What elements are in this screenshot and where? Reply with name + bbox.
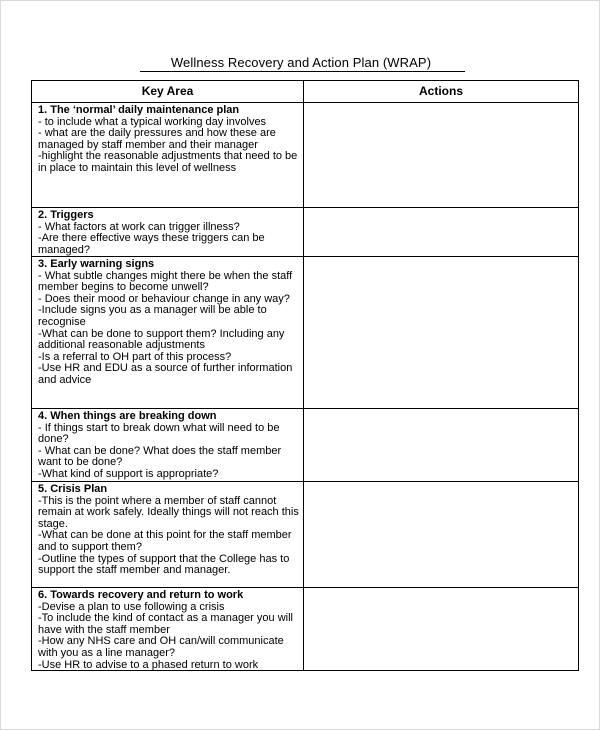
actions-cell[interactable] [304, 257, 579, 409]
header-actions: Actions [304, 81, 579, 103]
row-line: -Is a referral to OH part of this process? [38, 350, 232, 363]
row-line: -Use HR to advise to a phased return to work [38, 658, 259, 670]
row-line: -highlight the reasonable adjustments that need to be in place to maintain this level of wellness [38, 150, 301, 174]
row-heading: 4. When things are breaking down [38, 410, 217, 422]
actions-cell[interactable] [304, 208, 579, 257]
row-line: - What factors at work can trigger illness? [38, 220, 240, 233]
actions-cell[interactable] [304, 482, 579, 588]
table-row [32, 103, 579, 208]
key-area-cell [32, 409, 304, 482]
row-line: -How any NHS care and OH can/will communicate with you as a line manager? [38, 635, 287, 659]
row-heading: 5. Crisis Plan [38, 483, 108, 495]
row-line: - what are the daily pressures and how these are managed by staff member and their manager [38, 127, 279, 151]
row-heading: 3. Early warning signs [38, 258, 155, 270]
key-area-cell [32, 208, 304, 257]
row-line: -Are there effective ways these triggers can be managed? [38, 232, 268, 256]
row-heading: 2. Triggers [38, 209, 94, 221]
row-line: - What can be done? What does the staff member want to be done? [38, 444, 285, 469]
table-header-row [32, 81, 579, 103]
row-heading: 6. Towards recovery and return to work [38, 589, 244, 601]
table-row [32, 588, 579, 671]
row-line: -Use HR and EDU as a source of further information and advice [38, 362, 296, 386]
row-line: -What kind of support is appropriate? [38, 467, 219, 480]
key-area-cell [32, 257, 304, 409]
row-line: - Does their mood or behaviour change in any way? [38, 292, 290, 305]
row-line: - What subtle changes might there be when the staff member begins to become unwell? [38, 269, 296, 294]
row-line: - to include what a typical working day involves [38, 115, 267, 128]
actions-cell[interactable] [304, 409, 579, 482]
table-row [32, 208, 579, 257]
key-area-cell [32, 103, 304, 208]
table-row [32, 482, 579, 588]
row-line: -Include signs you as a manager will be able to recognise [38, 304, 270, 328]
title-underline [140, 71, 465, 72]
header-key-area: Key Area [32, 81, 304, 103]
row-line: -Outline the types of support that the College has to support the staff member and manager. [38, 552, 293, 577]
page-title: Wellness Recovery and Action Plan (WRAP) [170, 55, 432, 70]
key-area-cell [32, 482, 304, 588]
wrap-table [31, 80, 579, 671]
actions-cell[interactable] [304, 103, 579, 208]
key-area-cell [32, 588, 304, 671]
row-line: -Devise a plan to use following a crisis [38, 600, 225, 613]
table-row [32, 409, 579, 482]
row-heading: 1. The ‘normal’ daily maintenance plan [38, 104, 240, 116]
row-line: -What can be done at this point for the staff member and to support them? [38, 529, 295, 553]
table-row [32, 257, 579, 409]
actions-cell[interactable] [304, 588, 579, 671]
row-line: -To include the kind of contact as a manager you will have with the staff member [38, 612, 297, 636]
row-line: -This is the point where a member of staff cannot remain at work safely. Ideally things will not reach this stage. [38, 494, 302, 530]
row-line: - If things start to break down what will need to be done? [38, 421, 283, 446]
row-line: -What can be done to support them? Including any additional reasonable adjustments [38, 327, 288, 352]
